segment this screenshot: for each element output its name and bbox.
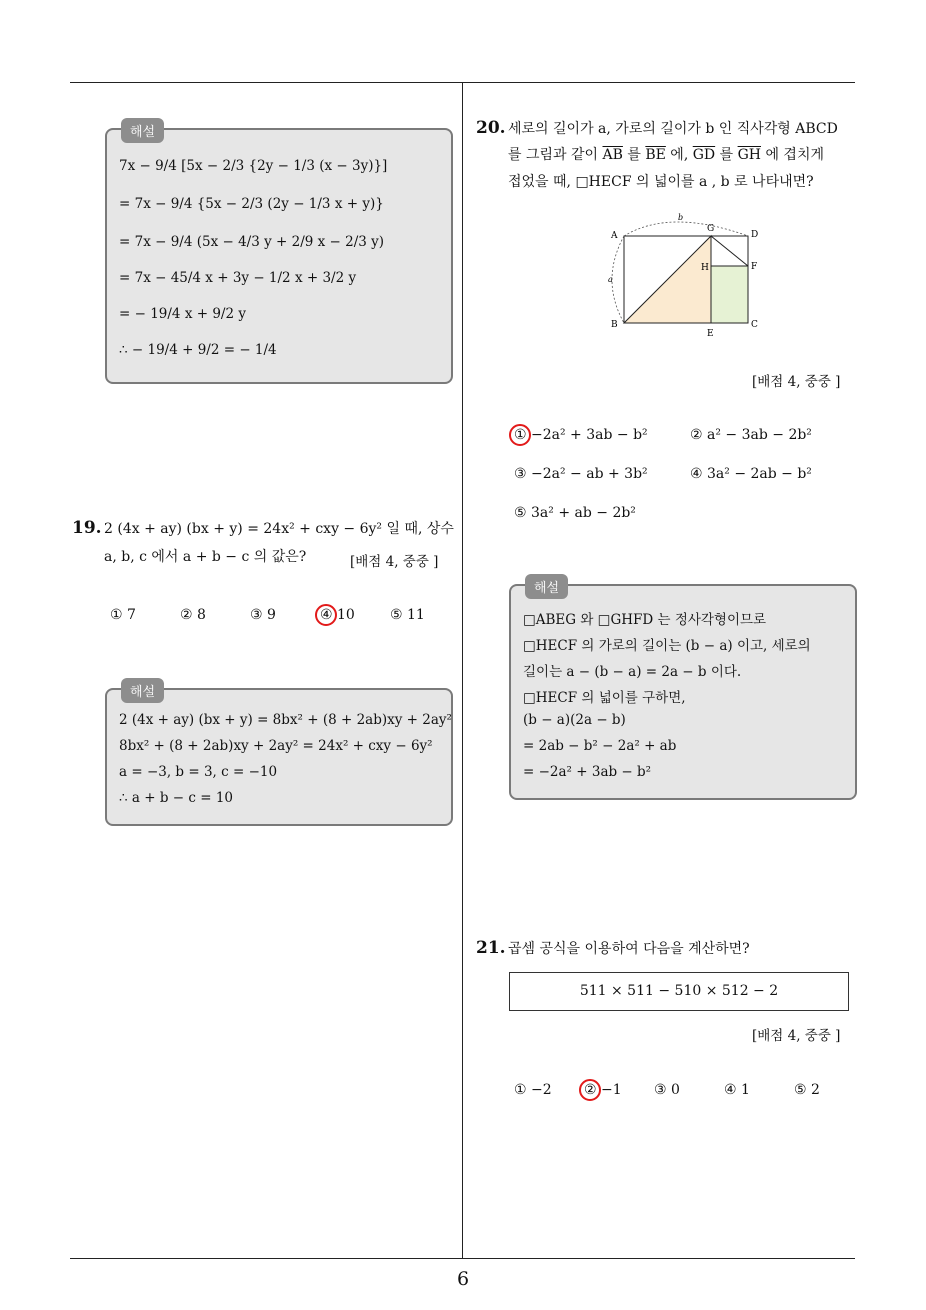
label-c-corner: C xyxy=(751,320,758,330)
label-a-corner: A xyxy=(611,231,618,241)
choice-20-3[interactable]: ③ −2a² − ab + 3b² xyxy=(514,466,648,482)
question-21-number: 21. xyxy=(476,938,506,958)
solution-line: = 2ab − b² − 2a² + ab xyxy=(523,738,677,754)
question-19-number: 19. xyxy=(72,518,102,538)
choice-19-3[interactable]: ③ 9 xyxy=(250,607,276,623)
solution-line: 길이는 a − (b − a) = 2a − b 이다. xyxy=(523,664,742,680)
choice-20-1[interactable]: ① −2a² + 3ab − b² xyxy=(514,427,648,443)
label-h: H xyxy=(701,263,709,273)
expression-box: 511 × 511 − 510 × 512 − 2 xyxy=(509,972,849,1011)
choice-20-5[interactable]: ⑤ 3a² + ab − 2b² xyxy=(514,505,636,521)
question-20-number: 20. xyxy=(476,118,506,138)
solution-line: = 7x − 9/4 {5x − 2/3 (2y − 1/3 x + y)} xyxy=(119,196,384,212)
solution-18-box xyxy=(105,125,453,384)
choice-19-5[interactable]: ⑤ 11 xyxy=(390,607,425,623)
solution-line: □HECF 의 넓이를 구하면, xyxy=(523,690,686,706)
solution-20-box xyxy=(509,581,857,800)
label-e: E xyxy=(707,329,714,339)
choice-19-1[interactable]: ① 7 xyxy=(110,607,136,623)
solution-line: = − 19/4 x + 9/2 y xyxy=(119,306,246,322)
segment-gh: $\overline{GH}$ xyxy=(737,147,761,163)
label-side-b: b xyxy=(678,213,684,222)
solution-tag: 해설 xyxy=(525,574,568,599)
column-divider xyxy=(462,83,463,1258)
solution-tag: 해설 xyxy=(121,118,164,143)
label-d-corner: D xyxy=(751,230,759,240)
question-21-score: [배점 4, 중중 ] xyxy=(752,1028,841,1044)
solution-tag: 해설 xyxy=(121,678,164,703)
question-21-text: 곱셈 공식을 이용하여 다음을 계산하면? xyxy=(508,941,750,957)
label-b-corner: B xyxy=(611,320,618,330)
choice-21-2[interactable]: ② −1 xyxy=(584,1082,622,1098)
question-20-line1: 세로의 길이가 a, 가로의 길이가 b 인 직사각형 ABCD xyxy=(508,121,838,137)
answer-mark-ring xyxy=(315,604,337,626)
solution-line: □ABEG 와 □GHFD 는 정사각형이므로 xyxy=(523,612,767,628)
solution-line: (b − a)(2a − b) xyxy=(523,712,626,728)
answer-mark-ring xyxy=(509,424,531,446)
label-f: F xyxy=(751,262,758,272)
segment-be: $\overline{BE}$ xyxy=(645,147,666,163)
solution-line: a = −3, b = 3, c = −10 xyxy=(119,764,278,780)
segment-gd: $\overline{GD}$ xyxy=(692,147,716,163)
answer-mark-ring xyxy=(579,1079,601,1101)
label-g: G xyxy=(707,224,715,234)
choice-21-4[interactable]: ④ 1 xyxy=(724,1082,750,1098)
question-19-line1: 2 (4x + ay) (bx + y) = 24x² + cxy − 6y² 일 때, 상수 xyxy=(104,521,454,537)
choice-20-4[interactable]: ④ 3a² − 2ab − b² xyxy=(690,466,812,482)
choice-20-2[interactable]: ② a² − 3ab − 2b² xyxy=(690,427,812,443)
page-number: 6 xyxy=(456,1268,470,1290)
solution-line: 8bx² + (8 + 2ab)xy + 2ay² = 24x² + cxy − 6y² xyxy=(119,738,433,754)
bottom-rule xyxy=(70,1258,855,1259)
solution-line: = 7x − 45/4 x + 3y − 1/2 x + 3/2 y xyxy=(119,270,357,286)
solution-line: = 7x − 9/4 (5x − 4/3 y + 2/9 x − 2/3 y) xyxy=(119,234,385,250)
choice-19-4[interactable]: ④ 10 xyxy=(320,607,355,623)
solution-line: □HECF 의 가로의 길이는 (b − a) 이고, 세로의 xyxy=(523,638,811,654)
solution-line: 2 (4x + ay) (bx + y) = 8bx² + (8 + 2ab)xy + 2ay² xyxy=(119,712,452,728)
segment-ab: $\overline{AB}$ xyxy=(602,147,623,163)
choice-21-3[interactable]: ③ 0 xyxy=(654,1082,680,1098)
choice-21-1[interactable]: ① −2 xyxy=(514,1082,552,1098)
solution-19-box xyxy=(105,685,453,826)
solution-line: = −2a² + 3ab − b² xyxy=(523,764,652,780)
choice-19-2[interactable]: ② 8 xyxy=(180,607,206,623)
rectangle-fold-figure xyxy=(600,208,770,343)
question-20-score: [배점 4, 중중 ] xyxy=(752,374,841,390)
solution-line: ∴ − 19/4 + 9/2 = − 1/4 xyxy=(119,342,277,358)
choice-21-5[interactable]: ⑤ 2 xyxy=(794,1082,820,1098)
question-19-line2: a, b, c 에서 a + b − c 의 값은? xyxy=(104,549,307,565)
solution-line: 7x − 9/4 [5x − 2/3 {2y − 1/3 (x − 3y)}] xyxy=(119,158,388,174)
question-19-score: [배점 4, 중중 ] xyxy=(350,554,439,570)
solution-line: ∴ a + b − c = 10 xyxy=(119,790,233,806)
label-side-a: a xyxy=(608,275,613,284)
question-20-line2: 를 그림과 같이 $\overline{AB}$ 를 $\overline{BE}$ 에, $\overline{GD}$ 를 $\overline{GH}$ 에 겹치게 xyxy=(508,147,824,163)
question-20-line3: 접었을 때, □HECF 의 넓이를 a , b 로 나타내면? xyxy=(508,174,814,190)
